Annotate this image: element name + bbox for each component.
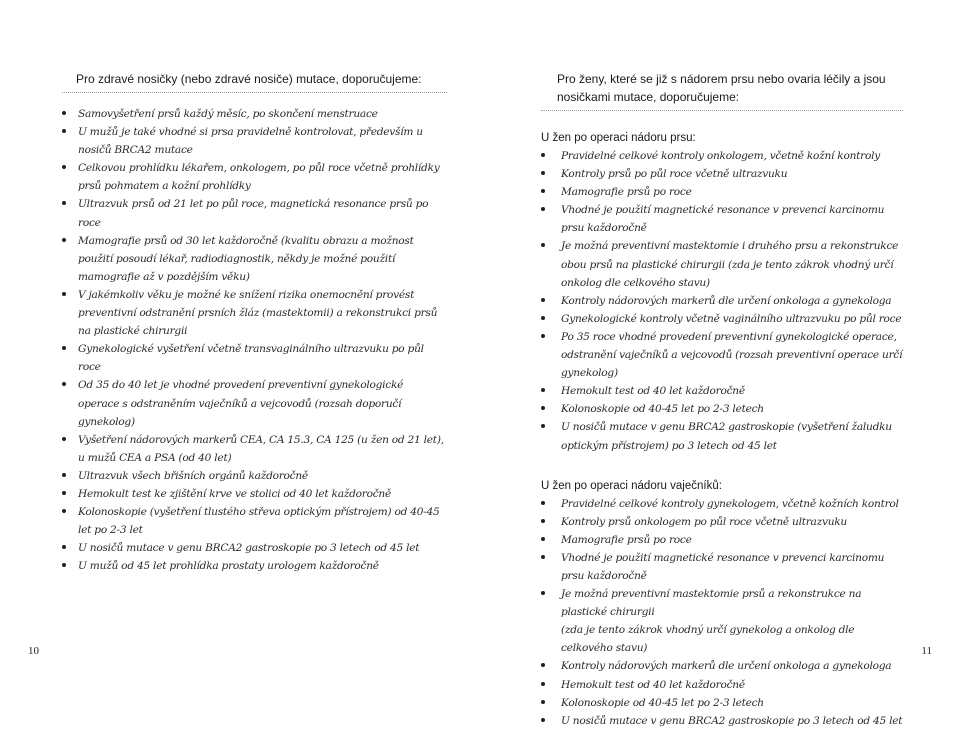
left-heading: Pro zdravé nosičky (nebo zdravé nosiče) mutace, doporučujeme: <box>62 70 447 93</box>
left-column <box>62 70 447 575</box>
list-item: Hemokult test ke zjištění krve ve stolici od 40 let každoročně <box>62 485 447 503</box>
list-item-continuation: (zda je tento zákrok vhodný určí gynekolog a onkolog dle celkového stavu) <box>561 624 855 655</box>
list-item: Vyšetření nádorových markerů CEA, CA 15.3, CA 125 (u žen od 21 let), u mužů CEA a PSA (od 40 let) <box>62 431 447 467</box>
list-item: U mužů od 45 let prohlídka prostaty urologem každoročně <box>62 557 447 575</box>
list-item: Samovyšetření prsů každý měsíc, po skončení menstruace <box>62 105 447 123</box>
list-item: Po 35 roce vhodné provedení preventivní gynekologické operace, odstranění vaječníků a vejcovodů (rozsah preventivní operace určí gynekolog) <box>541 328 903 382</box>
list-item: Mamografie prsů od 30 let každoročně (kvalitu obrazu a možnost použití posoudí lékař, radiodiagnostik, někdy je možné použití mamografie až v pozdějším věku) <box>62 232 447 286</box>
list-item: Kontroly nádorových markerů dle určení onkologa a gynekologa <box>541 292 903 310</box>
right-heading: Pro ženy, které se již s nádorem prsu nebo ovaria léčily a jsou nosičkami mutace, doporučujeme: <box>541 70 903 111</box>
list-item: Gynekologické vyšetření včetně transvaginálního ultrazvuku po půl roce <box>62 340 447 376</box>
list-item: Pravidelné celkové kontroly onkologem, včetně kožní kontroly <box>541 147 903 165</box>
list-item: Kontroly prsů onkologem po půl roce včetně ultrazvuku <box>541 513 903 531</box>
list-item: Kolonoskopie (vyšetření tlustého střeva optickým přístrojem) od 40-45 let po 2-3 let <box>62 503 447 539</box>
right-column <box>541 70 903 730</box>
list-item: Kontroly nádorových markerů dle určení onkologa a gynekologa <box>541 657 903 675</box>
list-item: Vhodné je použití magnetické resonance v prevenci karcinomu prsu každoročně <box>541 201 903 237</box>
list-item: Mamografie prsů po roce <box>541 183 903 201</box>
page-number-left: 10 <box>28 645 39 657</box>
list-item: Hemokult test od 40 let každoročně <box>541 676 903 694</box>
list-item: Kontroly prsů po půl roce včetně ultrazvuku <box>541 165 903 183</box>
section-title-breast: U žen po operaci nádoru prsu: <box>541 132 696 144</box>
breast-recommendations-list <box>541 147 903 455</box>
list-item: V jakémkoliv věku je možné ke snížení rizika onemocnění provést preventivní odstranění prsních žláz (mastektomii) a rekonstrukci prsů na plastické chirurgii <box>62 286 447 340</box>
list-item: Je možná preventivní mastektomie i druhého prsu a rekonstrukce obou prsů na plastické chirurgii (zda je tento zákrok vhodný určí onkolog dle celkového stavu) <box>541 237 903 291</box>
list-item: U mužů je také vhodné si prsa pravidelně kontrolovat, především u nosičů BRCA2 mutace <box>62 123 447 159</box>
list-item: Celkovou prohlídku lékařem, onkologem, po půl roce včetně prohlídky prsů pohmatem a kožní prohlídky <box>62 159 447 195</box>
list-item: Vhodné je použití magnetické resonance v prevenci karcinomu prsu každoročně <box>541 549 903 585</box>
list-item: U nosičů mutace v genu BRCA2 gastroskopie po 3 letech od 45 let <box>541 712 903 730</box>
left-recommendations-list <box>62 105 447 575</box>
section-title-ovary: U žen po operaci nádoru vaječníků: <box>541 479 722 492</box>
list-item: Gynekologické kontroly včetně vaginálního ultrazvuku po půl roce <box>541 310 903 328</box>
list-item: Od 35 do 40 let je vhodné provedení preventivní gynekologické operace s odstraněním vaječníků a vejcovodů (rozsah doporučí gynekolog) <box>62 376 447 430</box>
list-item: U nosičů mutace v genu BRCA2 gastroskopie po 3 letech od 45 let <box>62 539 447 557</box>
list-item: Pravidelné celkové kontroly gynekologem, včetně kožních kontrol <box>541 495 903 513</box>
list-item: Ultrazvuk všech břišních orgánů každoročně <box>62 467 447 485</box>
list-item: Mamografie prsů po roce <box>541 531 903 549</box>
list-item: U nosičů mutace v genu BRCA2 gastroskopie (vyšetření žaludku optickým přístrojem) po 3 letech od 45 let <box>541 418 903 454</box>
page-number-right: 11 <box>921 645 932 657</box>
list-item: Kolonoskopie od 40-45 let po 2-3 letech <box>541 400 903 418</box>
list-item: Ultrazvuk prsů od 21 let po půl roce, magnetická resonance prsů po roce <box>62 195 447 231</box>
list-item: Kolonoskopie od 40-45 let po 2-3 letech <box>541 694 903 712</box>
list-item: Je možná preventivní mastektomie prsů a rekonstrukce na plastické chirurgii <box>541 585 903 621</box>
list-item: Hemokult test od 40 let každoročně <box>541 382 903 400</box>
ovary-recommendations-list <box>541 495 903 730</box>
